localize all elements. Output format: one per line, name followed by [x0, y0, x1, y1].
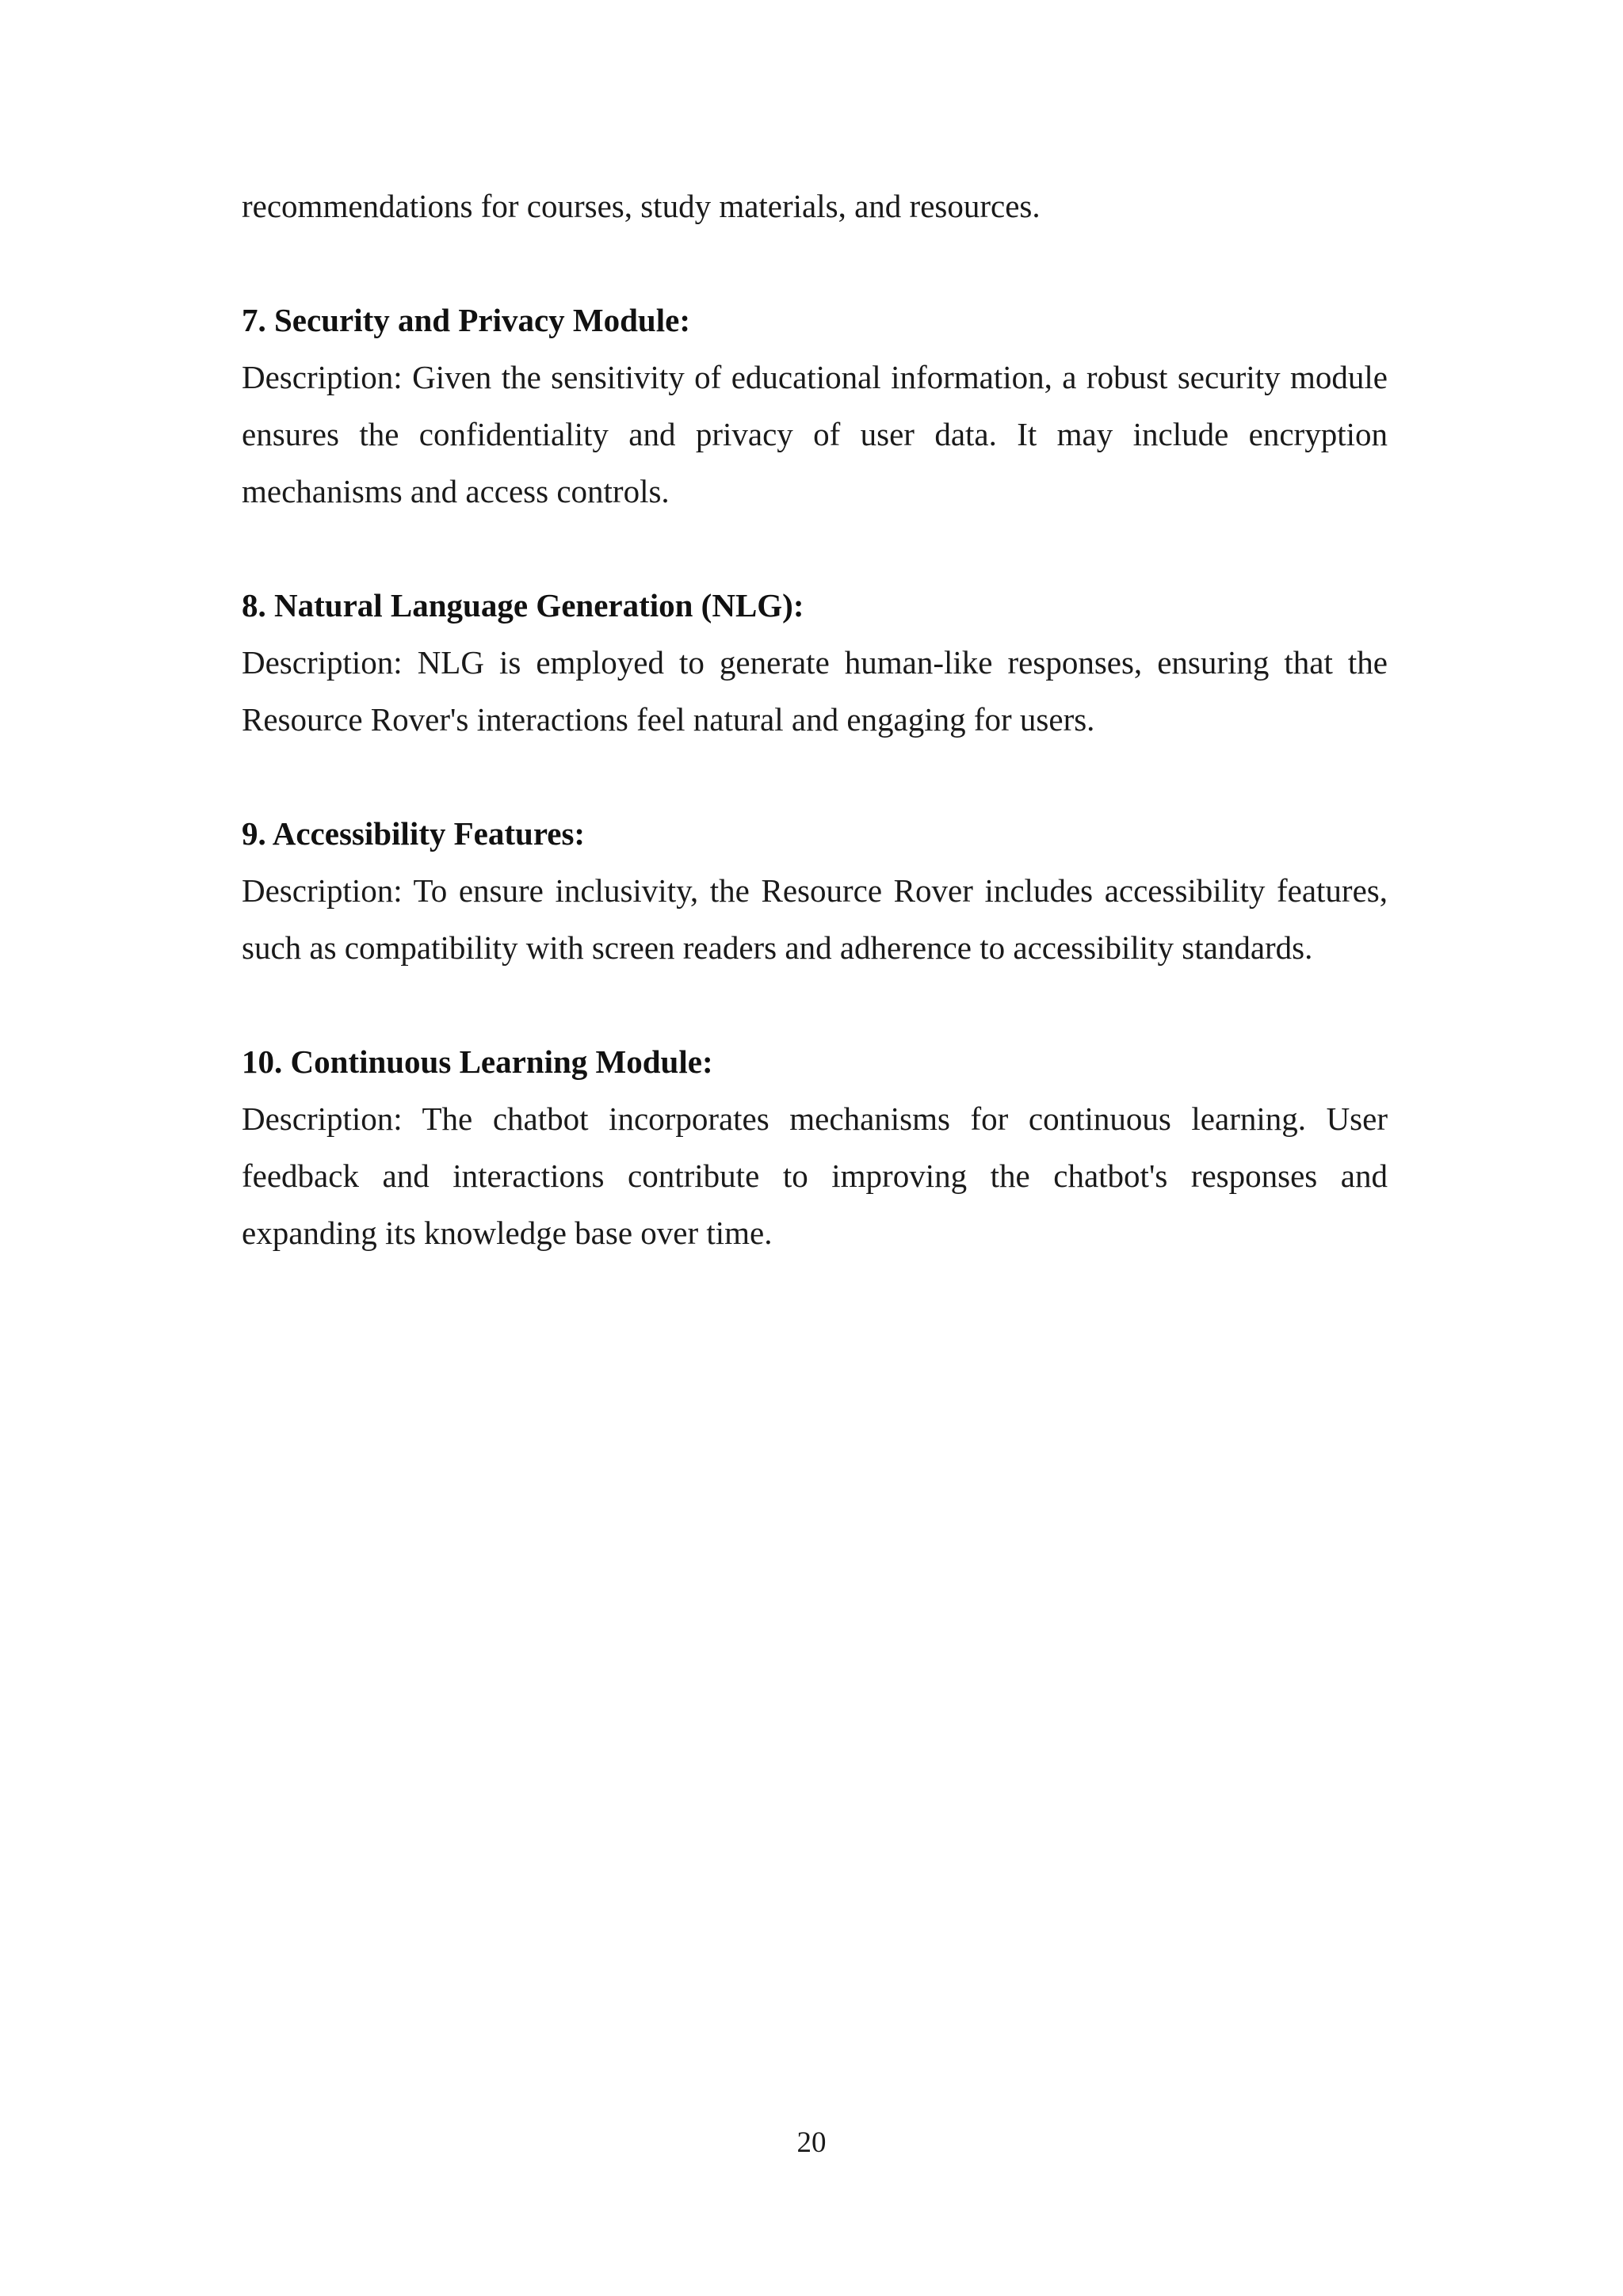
section-heading: 8. Natural Language Generation (NLG):: [242, 587, 804, 624]
section-continuous-learning: [242, 1033, 1388, 1261]
section-description: Description: To ensure inclusivity, the Resource Rover includes accessibility features, such as compatibility with screen readers and adherence to accessibility standards.: [242, 872, 1388, 966]
section-nlg: [242, 577, 1388, 748]
section-heading: 10. Continuous Learning Module:: [242, 1043, 713, 1080]
section-security-privacy: [242, 292, 1388, 520]
section-description: Description: Given the sensitivity of educational information, a robust security module ensures the confidentiality and privacy of user data. It may include encryption mechanisms and access controls.: [242, 359, 1388, 509]
section-description: Description: NLG is employed to generate human-like responses, ensuring that the Resource Rover's interactions feel natural and engaging for users.: [242, 644, 1388, 738]
intro-paragraph: recommendations for courses, study materials, and resources.: [242, 188, 1041, 224]
section-accessibility: [242, 805, 1388, 976]
section-description: Description: The chatbot incorporates mechanisms for continuous learning. User feedback and interactions contribute to improving the chatbot's responses and expanding its knowledge base over time.: [242, 1100, 1388, 1251]
page-content: [242, 177, 1388, 1261]
section-heading: 9. Accessibility Features:: [242, 815, 586, 852]
section-heading: 7. Security and Privacy Module:: [242, 302, 690, 338]
page-number: 20: [796, 2126, 827, 2159]
